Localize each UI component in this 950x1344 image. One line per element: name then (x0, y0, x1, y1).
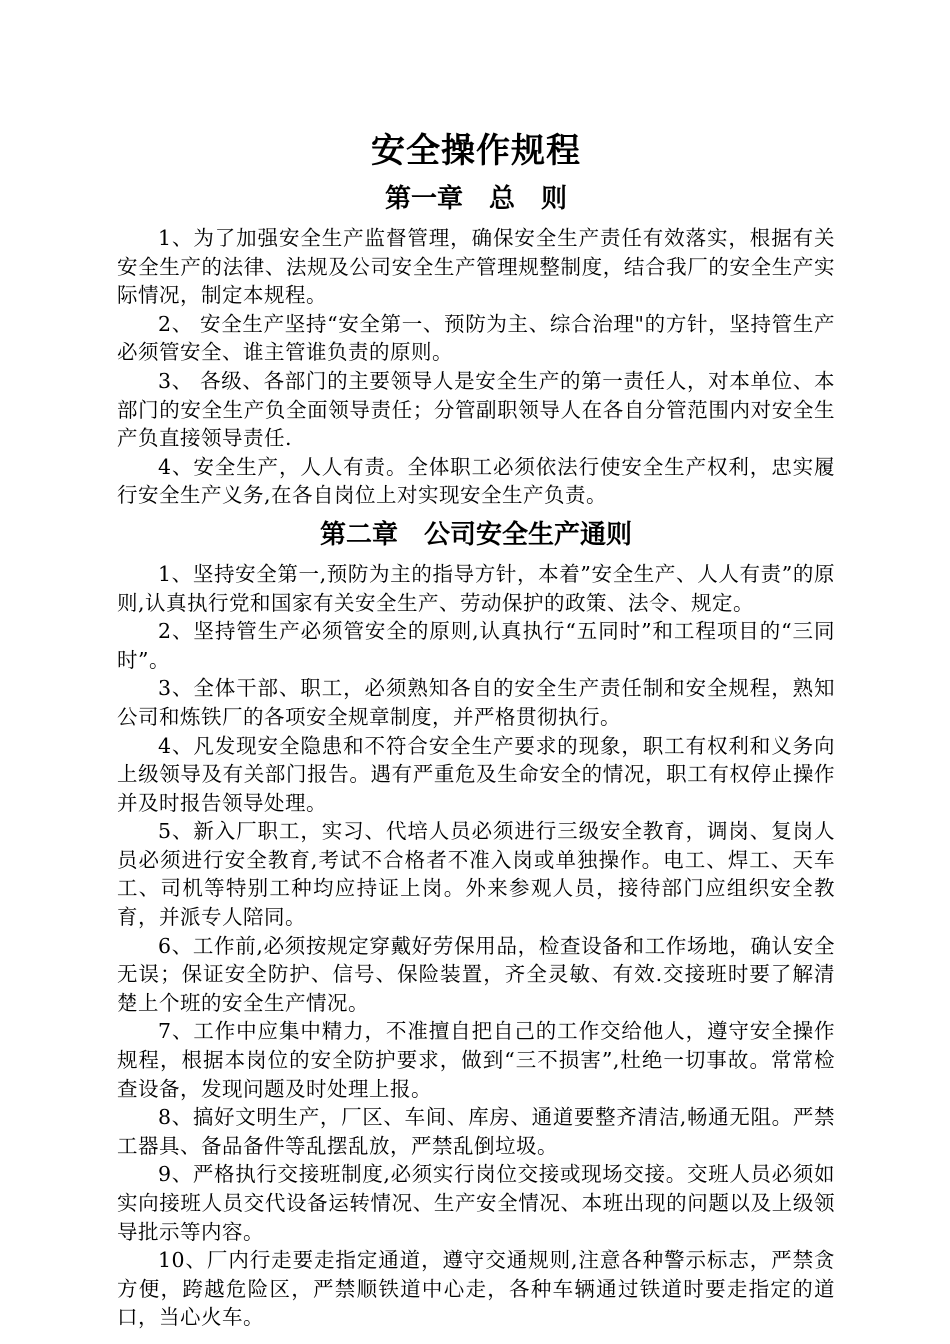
paragraph: 1、为了加强安全生产监督管理，确保安全生产责任有效落实，根据有关安全生产的法律、法规及公司安全生产管理规整制度，结合我厂的安全生产实际情况，制定本规程。 (117, 226, 835, 308)
paragraph: 3、全体干部、职工，必须熟知各自的安全生产责任制和安全规程，熟知公司和炼铁厂的各项安全规章制度，并严格贯彻执行。 (117, 676, 835, 729)
chapter-heading: 第一章 总 则 (384, 184, 567, 214)
paragraph: 10、厂内行走要走指定通道，遵守交通规则,注意各种警示标志，严禁贪方便，跨越危险区，严禁顺铁道中心走，各种车辆通过铁道时要走指定的道口，当心火车。 (117, 1248, 835, 1330)
paragraph: 4、凡发现安全隐患和不符合安全生产要求的现象，职工有权利和义务向上级领导及有关部门报告。遇有严重危及生命安全的情况，职工有权停止操作并及时报告领导处理。 (117, 733, 835, 815)
paragraph: 1、坚持安全第一,预防为主的指导方针，本着”安全生产、人人有责”的原则,认真执行党和国家有关安全生产、劳动保护的政策、法令、规定。 (117, 561, 835, 615)
paragraph: 2、 安全生产坚持“安全第一、预防为主、综合治理"的方针，坚持管生产必须管安全、谁主管谁负责的原则。 (117, 311, 835, 365)
chapter-heading: 第二章 公司安全生产通则 (319, 519, 632, 550)
chapter-1 (117, 178, 835, 510)
paragraph: 9、严格执行交接班制度,必须实行岗位交接或现场交接。交班人员必须如实向接班人员交代设备运转情况、生产安全情况、本班出现的问题以及上级领导批示等内容。 (117, 1162, 835, 1244)
chapter-2 (117, 514, 835, 1332)
paragraph: 8、搞好文明生产，厂区、车间、库房、通道要整齐清洁,畅通无阻。严禁工器具、备品备件等乱摆乱放，严禁乱倒垃圾。 (117, 1105, 835, 1158)
paragraph: 7、工作中应集中精力，不准擅自把自己的工作交给他人，遵守安全操作规程，根据本岗位的安全防护要求，做到“三不损害”,杜绝一切事故。常常检查设备，发现问题及时处理上报。 (117, 1019, 835, 1101)
paragraph: 4、安全生产，人人有责。全体职工必须依法行使安全生产权利，忠实履行安全生产义务,在各自岗位上对实现安全生产负责。 (117, 454, 835, 508)
paragraph: 3、 各级、各部门的主要领导人是安全生产的第一责任人，对本单位、本部门的安全生产负全面领导责任；分管副职领导人在各自分管范围内对安全生产负直接领导责任. (117, 368, 835, 451)
paragraph: 2、坚持管生产必须管安全的原则,认真执行“五同时”和工程项目的“三同时”。 (117, 619, 835, 672)
document-title: 安全操作规程 (371, 131, 581, 171)
paragraph: 5、新入厂职工，实习、代培人员必须进行三级安全教育，调岗、复岗人员必须进行安全教育,考试不合格者不准入岗或单独操作。电工、焊工、天车工、司机等特别工种均应持证上岗。外来参观人员，接待部门应组织安全教育，并派专人陪同。 (117, 819, 835, 930)
paragraph: 6、工作前,必须按规定穿戴好劳保用品，检查设备和工作场地，确认安全无误；保证安全防护、信号、保险装置，齐全灵敏、有效.交接班时要了解清楚上个班的安全生产情况。 (117, 933, 835, 1015)
